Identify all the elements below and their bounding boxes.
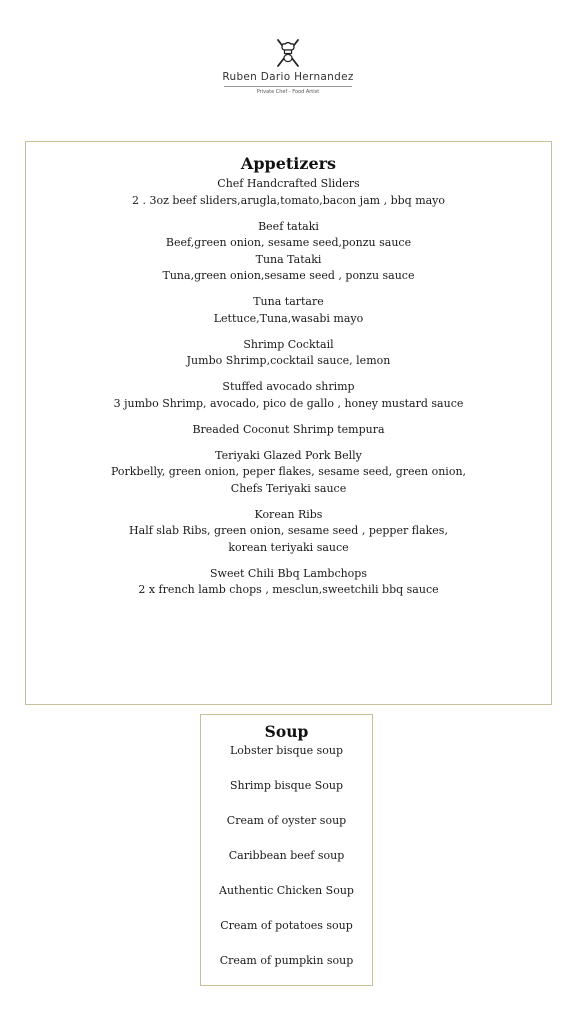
menu-item-name: Breaded Coconut Shrimp tempura	[192, 422, 385, 436]
soup-item: Lobster bisque soup	[229, 744, 344, 757]
menu-item-description: Porkbelly, green onion, peper flakes, sesame seed, green onion,	[110, 465, 467, 478]
menu-item-name: Teriyaki Glazed Pork Belly	[215, 448, 362, 462]
menu-item-description: 3 jumbo Shrimp, avocado, pico de gallo , honey mustard sauce	[113, 396, 464, 410]
menu-item	[26, 337, 551, 370]
brand-divider	[224, 86, 352, 87]
menu-item-description: korean teriyaki sauce	[228, 540, 349, 554]
brand-tagline: Private Chef - Food Artist	[256, 89, 320, 95]
menu-item-name: Shrimp Cocktail	[243, 337, 334, 351]
menu-item	[26, 448, 551, 498]
brand-header	[0, 38, 576, 95]
menu-item-description: Chefs Teriyaki sauce	[230, 481, 347, 495]
appetizers-list	[26, 176, 551, 599]
menu-item-description: Half slab Ribs, green onion, sesame seed , pepper flakes,	[129, 524, 448, 537]
soup-item: Cream of oyster soup	[226, 814, 347, 827]
menu-item	[26, 294, 551, 327]
menu-item-description: Beef,green onion, sesame seed,ponzu sauce	[165, 236, 412, 249]
menu-item-name: Chef Handcrafted Sliders	[217, 177, 360, 190]
menu-item-description: Jumbo Shrimp,cocktail sauce, lemon	[186, 354, 391, 367]
menu-item-name: Sweet Chili Bbq Lambchops	[210, 566, 367, 580]
soup-item: Cream of potatoes soup	[220, 919, 353, 932]
menu-item	[26, 379, 551, 412]
menu-item	[26, 176, 551, 209]
soup-item: Authentic Chicken Soup	[219, 884, 354, 897]
menu-item	[26, 219, 551, 285]
menu-item-name: Stuffed avocado shrimp	[222, 380, 355, 393]
menu-item-description: Tuna,green onion,sesame seed , ponzu sauce	[162, 269, 415, 282]
menu-item-name: Tuna tartare	[253, 295, 324, 308]
soup-item: Shrimp bisque Soup	[230, 779, 343, 792]
brand-name: Ruben Dario Hernandez	[222, 71, 354, 83]
menu-item-description: 2 . 3oz beef sliders,arugla,tomato,bacon jam , bbq mayo	[131, 193, 446, 207]
soup-title: Soup	[264, 722, 309, 741]
menu-item-description: Tuna Tataki	[255, 252, 322, 266]
soup-item: Caribbean beef soup	[228, 849, 345, 862]
menu-item-name: Beef tataki	[258, 219, 319, 233]
menu-item-name: Korean Ribs	[254, 507, 323, 521]
appetizers-section	[25, 141, 552, 705]
soup-section	[200, 714, 373, 986]
menu-item	[26, 566, 551, 599]
menu-item-description: Lettuce,Tuna,wasabi mayo	[213, 311, 364, 325]
soup-list	[201, 743, 372, 988]
menu-item	[26, 422, 551, 439]
appetizers-title: Appetizers	[240, 154, 337, 173]
menu-item	[26, 507, 551, 557]
menu-item-description: 2 x french lamb chops , mesclun,sweetchili bbq sauce	[138, 583, 439, 596]
chef-hat-crossed-utensils-icon	[275, 38, 301, 68]
soup-item: Cream of pumpkin soup	[219, 954, 354, 967]
